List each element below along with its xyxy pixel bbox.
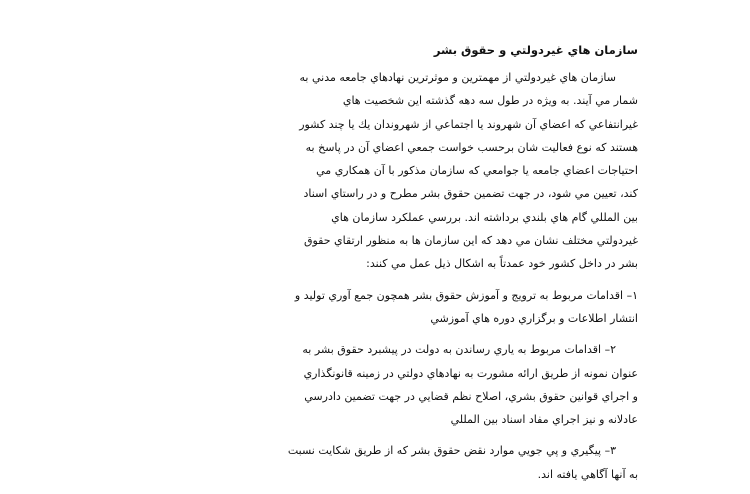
text-line: ۳– پيگيري و پي جويي موارد نقض حقوق بشر كه از طريق شكايت نسبت (287, 444, 616, 458)
text-line: بشر در داخل كشور خود عمدتاً به اشكال ذيل عمل مي كنند: (366, 257, 638, 271)
text-line: عنوان نمونه از طريق ارائه مشورت به نهادهاي دولتي در زمينه قانونگذاري (303, 366, 638, 380)
text-line: بين المللي گام هاي بلندي برداشته اند. بررسي عملكرد سازمان هاي (331, 210, 638, 224)
document-page (108, 30, 638, 494)
list-item-2 (108, 338, 638, 431)
list-item-1 (108, 284, 638, 331)
text-line: کند، تعيين مي شود، در جهت تضمين حقوق بشر مطرح و در راستاي اسناد (303, 187, 638, 201)
text-line: عادلانه و نيز اجراي مفاد اسناد بين المللي (450, 413, 638, 427)
intro-paragraph (108, 66, 638, 276)
list-item-3 (108, 439, 638, 486)
text-line: به آنها آگاهي يافته اند. (537, 467, 638, 481)
text-line: احتياجات اعضاي جامعه يا جوامعي که سازمان مذکور با آن همکاري مي (316, 164, 638, 178)
document-title: سازمان هاي غيردولتي و حقوق بشر (433, 43, 638, 57)
text-line: غيرانتفاعي که اعضاي آن شهروند يا اجتماعي از شهروندان يك يا چند كشور (299, 117, 638, 131)
text-line: و اجراي قوانين حقوق بشري، اصلاح نظم قضايي در جهت تضمين دادرسي (304, 389, 638, 403)
text-line: غيردولتي مختلف نشان مي دهد که اين سازمان ها به منظور ارتقاي حقوق (303, 234, 638, 248)
text-line: انتشار اطلاعات و برگزاري دوره هاي آموزشي (430, 311, 638, 325)
text-line: ۲– اقدامات مربوط به ياري رساندن به دولت در پيشبرد حقوق بشر به (302, 343, 616, 357)
text-line: هستند که نوع فعاليت شان برحسب خواست جمعي اعضاي آن در پاسخ به (305, 140, 638, 154)
text-line: ۱– اقدامات مربوط به ترويج و آموزش حقوق بشر همچون جمع آوري توليد و (294, 288, 638, 302)
text-line: سازمان هاي غيردولتي از مهمترين و موثرترين نهادهاي جامعه مدني به (299, 71, 616, 84)
text-line: شمار مي آيند. به ويژه در طول سه دهه گذشته اين شخصيت هاي (342, 94, 638, 108)
